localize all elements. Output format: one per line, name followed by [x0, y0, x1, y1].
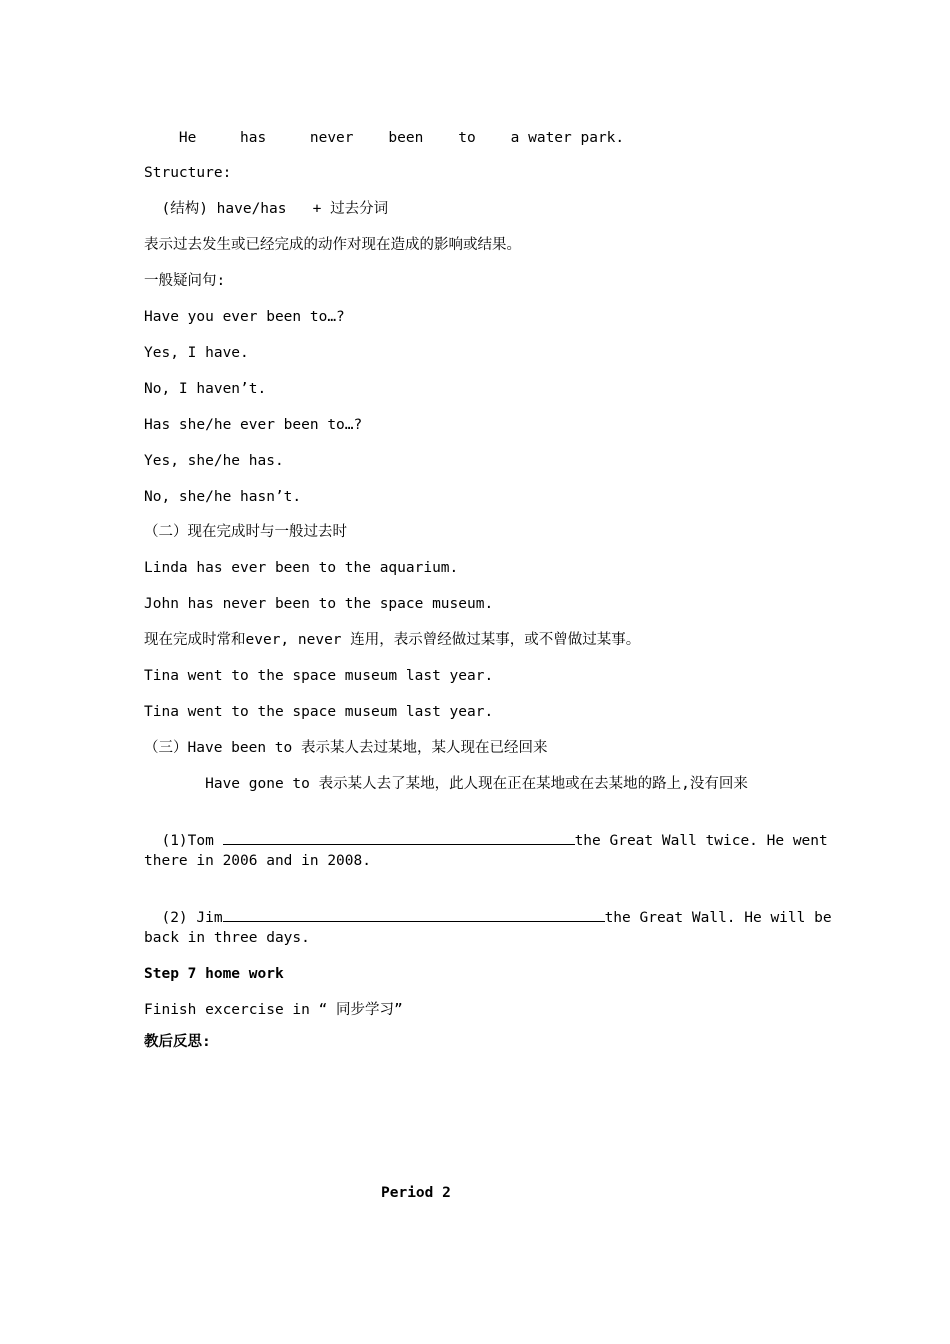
line-question-1: Have you ever been to…? [144, 309, 345, 325]
period-heading: Period 2 [381, 1185, 451, 1201]
exercise-2 [144, 887, 832, 928]
homework-line: Finish excercise in “ 同步学习” [144, 1002, 403, 1018]
exercise-2-suffix: the Great Wall. He will be [604, 910, 832, 926]
exercise-2-blank[interactable] [223, 907, 605, 922]
line-answer-yes-2: Yes, she/he has. [144, 453, 284, 469]
reflection-heading: 教后反思: [144, 1034, 211, 1050]
line-answer-no-1: No, I haven’t. [144, 381, 267, 397]
exercise-1-continued: there in 2006 and in 2008. [144, 853, 371, 869]
line-usage-note: 现在完成时常和ever, never 连用，表示曾经做过某事，或不曾做过某事。 [144, 632, 641, 648]
line-question-heading: 一般疑问句: [144, 273, 226, 289]
exercise-2-prefix: (2) Jim [161, 910, 223, 926]
line-structure-meaning: 表示过去发生或已经完成的动作对现在造成的影响或结果。 [144, 237, 521, 253]
section-heading-3: （三）Have been to 表示某人去过某地，某人现在已经回来 [144, 740, 548, 756]
step-7-heading: Step 7 home work [144, 966, 284, 982]
exercise-1-blank[interactable] [223, 830, 575, 845]
line-question-2: Has she/he ever been to…? [144, 417, 363, 433]
line-structure-formula: (结构) have/has + 过去分词 [144, 201, 389, 217]
line-example: He has never been to a water park. [144, 130, 625, 146]
line-have-gone-to: Have gone to 表示某人去了某地，此人现在正在某地或在去某地的路上,没有回来 [144, 776, 748, 792]
exercise-1-suffix: the Great Wall twice. He went [574, 833, 828, 849]
line-answer-no-2: No, she/he hasn’t. [144, 489, 302, 505]
line-linda: Linda has ever been to the aquarium. [144, 560, 459, 576]
exercise-1 [144, 810, 828, 851]
line-john: John has never been to the space museum. [144, 596, 494, 612]
line-answer-yes-1: Yes, I have. [144, 345, 249, 361]
section-heading-2: （二）现在完成时与一般过去时 [144, 524, 347, 540]
line-tina-1: Tina went to the space museum last year. [144, 668, 494, 684]
line-tina-2: Tina went to the space museum last year. [144, 704, 494, 720]
line-structure-label: Structure: [144, 165, 232, 181]
exercise-2-continued: back in three days. [144, 930, 310, 946]
exercise-1-prefix: (1)Tom [161, 833, 223, 849]
